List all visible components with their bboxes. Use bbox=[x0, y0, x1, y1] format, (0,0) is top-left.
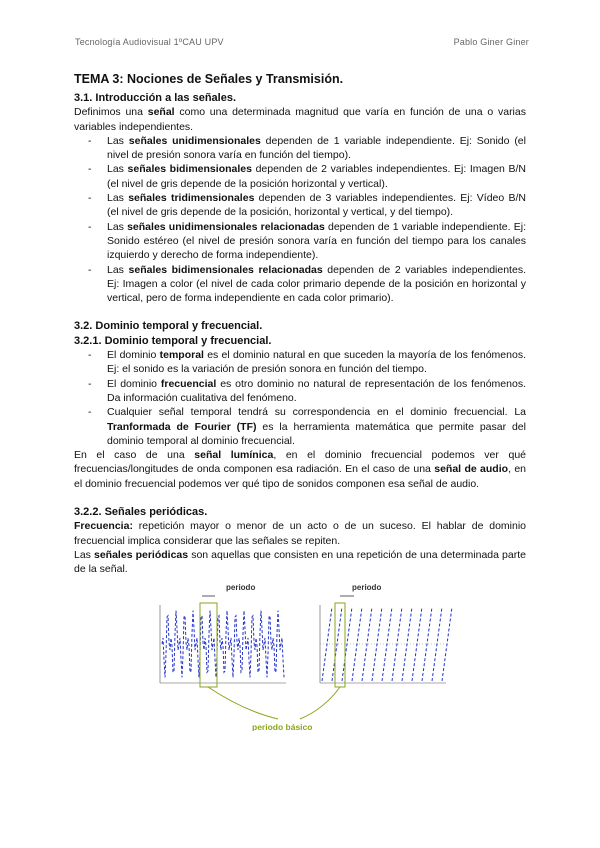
list-item bbox=[107, 191, 526, 220]
list-item bbox=[107, 405, 526, 448]
list-item bbox=[107, 263, 526, 306]
connector-left bbox=[208, 687, 278, 719]
bold-term: Tranformada de Fourier (TF) bbox=[107, 420, 257, 433]
subsection-heading-3-2-2: 3.2.2. Señales periódicas. bbox=[74, 506, 208, 519]
periodo-label-left: periodo bbox=[226, 582, 256, 592]
list-item bbox=[107, 377, 526, 406]
text-run: Las bbox=[107, 163, 128, 176]
bold-term: frecuencial bbox=[160, 377, 217, 390]
periodo-label-right: periodo bbox=[352, 582, 382, 592]
list-item bbox=[107, 162, 526, 191]
text-run: Las bbox=[107, 134, 129, 147]
bold-term: señal bbox=[147, 106, 175, 119]
bold-term: señales unidimensionales relacionadas bbox=[127, 220, 325, 233]
page-title: TEMA 3: Nociones de Señales y Transmisión. bbox=[74, 72, 344, 86]
signal-types-list bbox=[74, 134, 526, 306]
page-header bbox=[75, 37, 529, 51]
text-run: , en el dominio frecuencial podemos ver qué tipo de sonidos componen esa señal de audio. bbox=[74, 463, 527, 490]
text-run: , en el dominio frecuencial podemos ver qué frecuencias/longitudes de onda componen esa radiación. En el caso de una bbox=[74, 449, 526, 476]
periodo-basico-label: periodo básico bbox=[252, 721, 313, 731]
bold-term: señales bidimensionales bbox=[127, 163, 252, 176]
spacer bbox=[74, 491, 526, 505]
figure-svg bbox=[74, 581, 526, 731]
section-heading-3-2: 3.2. Dominio temporal y frecuencial. bbox=[74, 320, 263, 333]
text-run: Las bbox=[107, 192, 129, 205]
bold-term: señal de audio bbox=[434, 463, 509, 476]
text-run: dependen de 1 variable independiente. Ej: Sonido estéreo (el nivel de presión sonora varía en función del tiempo para los canales izquierdo y derecho de forma independiente). bbox=[107, 220, 526, 262]
periodic-signals-figure bbox=[74, 581, 526, 731]
bold-term: señales bidimensionales relacionadas bbox=[128, 263, 323, 276]
document-body bbox=[74, 72, 526, 731]
text-run: dependen de 3 variables independientes. Ej: Vídeo B/N (el nivel de gris depende de la posición, horizontal y vertical, y del tiempo). bbox=[107, 192, 526, 219]
intro-paragraph bbox=[74, 105, 526, 134]
left-plot bbox=[160, 583, 286, 687]
bold-term: señales tridimensionales bbox=[128, 192, 255, 205]
domain-list bbox=[74, 348, 526, 448]
list-item bbox=[107, 134, 526, 163]
text-run: Las bbox=[107, 263, 129, 276]
text-run: Las bbox=[74, 548, 94, 561]
periodic-wave-left bbox=[162, 610, 284, 677]
text-run: dependen de 2 variables independientes. Ej: Imagen B/N (el nivel de gris depende de la posición horizontal y vertical). bbox=[107, 163, 527, 190]
text-run: repetición mayor o menor de un acto o de un suceso. El hablar de dominio frecuencial implica considerar que las señales se repiten. bbox=[74, 520, 526, 547]
bold-term: señales periódicas bbox=[94, 548, 189, 561]
text-run: es otro dominio no natural de representación de los fenómenos. Da información cualitativa del fenómeno. bbox=[107, 377, 526, 404]
bold-term: Frecuencia: bbox=[74, 520, 133, 533]
list-item bbox=[107, 348, 526, 377]
section-heading-3-1: 3.1. Introducción a las señales. bbox=[74, 92, 237, 104]
text-run: es el dominio natural en que suceden la mayoría de los fenómenos. Ej: el sonido es la variación de presión sonora en función del tiempo. bbox=[107, 349, 526, 376]
text-run: El dominio bbox=[107, 349, 160, 362]
right-plot bbox=[320, 583, 452, 687]
text-run: como una determinada magnitud que varía en función de una o varias variables independientes. bbox=[74, 106, 526, 133]
text-run: es la herramienta matemática que permite pasar del dominio temporal al dominio frecuencial. bbox=[107, 420, 526, 447]
text-run: dependen de 1 variable independiente. Ej: Sonido (el nivel de presión sonora varía en función del tiempo). bbox=[107, 134, 526, 162]
bold-term: temporal bbox=[159, 349, 204, 362]
text-run: Definimos una bbox=[74, 106, 148, 119]
header-author: Pablo Giner Giner bbox=[453, 37, 529, 47]
text-run: dependen de 2 variables independientes. Ej: Imagen a color (el nivel de cada color primario depende de la posición en horizontal y vertical, pero de forma independiente en cada color primario). bbox=[107, 263, 526, 305]
periodic-paragraph bbox=[74, 548, 526, 577]
frequency-paragraph bbox=[74, 519, 526, 548]
list-item bbox=[107, 220, 526, 263]
header-course: Tecnología Audiovisual 1ºCAU UPV bbox=[75, 37, 224, 47]
spacer bbox=[74, 305, 526, 319]
text-run: Cualquier señal temporal tendrá su correspondencia en el dominio frecuencial. La bbox=[107, 406, 526, 419]
text-run: En el caso de una bbox=[74, 449, 195, 462]
text-run: Las bbox=[107, 220, 128, 233]
bold-term: señales unidimensionales bbox=[128, 134, 261, 147]
text-run: El dominio bbox=[107, 377, 161, 390]
subsection-heading-3-2-1: 3.2.1. Dominio temporal y frecuencial. bbox=[74, 334, 272, 347]
connector-right bbox=[300, 687, 340, 719]
bold-term: señal lumínica bbox=[194, 449, 274, 462]
domain-paragraph bbox=[74, 448, 526, 491]
text-run: son aquellas que consisten en una repetición de una determinada parte de la señal. bbox=[74, 548, 526, 576]
